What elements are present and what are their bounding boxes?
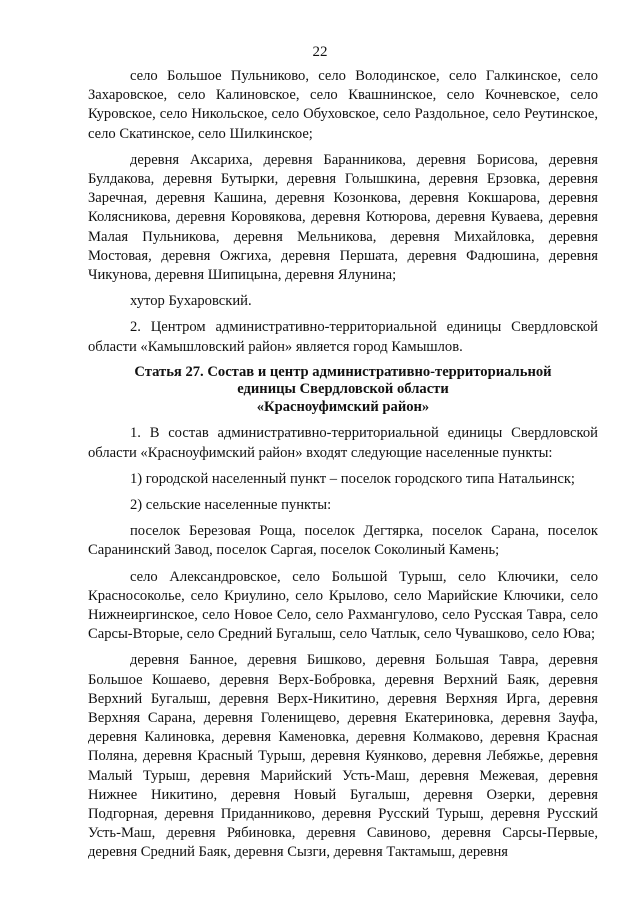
heading-line-1: Статья 27. Состав и центр административно-территориальной xyxy=(134,363,552,380)
paragraph-villages-selo: село Большое Пульниково, село Володинское, село Галкинское, село Захаровское, село Калиновское, село Квашнинское, село Кочневское, село Куровское, село Никольское, село Обуховское, село Раздольное, село Реутинское, село Скатинское, село Шилкинское; xyxy=(88,68,598,142)
paragraph-selo-list: село Александровское, село Большой Турыш, село Ключики, село Красносоколье, село Криулино, село Крылово, село Марийские Ключики, село Нижнеиргинское, село Новое Село, село Рахмангулово, село Русская Тавра, село Сарсы-Вторые, село Средний Бугалыш, село Чатлык, село Чувашково, село Юва; xyxy=(88,568,598,643)
paragraph-composition: 1. В состав административно-территориальной единицы Свердловской области «Красноуфимский район» входят следующие населенные пункты: xyxy=(88,425,598,461)
paragraph-center-kamyshlov: 2. Центром административно-территориальной единицы Свердловской области «Камышловский район» является город Камышлов. xyxy=(88,319,598,355)
heading-line-3: «Красноуфимский район» xyxy=(256,398,430,415)
paragraph-villages-derevnya: деревня Аксариха, деревня Баранникова, деревня Борисова, деревня Булдакова, деревня Бутырки, деревня Голышкина, деревня Ерзовка, деревня Заречная, деревня Кашина, деревня Козонкова, деревня Кокшарова, деревня Колясникова, деревня Коровякова, деревня Котюрова, деревня Куваева, деревня Малая Пульникова, деревня Мельникова, деревня Михайловка, деревня Мостовая, деревня Ожгиха, деревня Першата, деревня Фадюшина, деревня Чикунова, деревня Шипицына, деревня Ялунина; xyxy=(88,151,598,284)
paragraph-derevnya-list: деревня Банное, деревня Бишково, деревня Большая Тавра, деревня Большое Кошаево, деревня Верх-Бобровка, деревня Верхний Баяк, деревня Верхний Бугалыш, деревня Верх-Никитино, деревня Верхняя Ирга, деревня Верхняя Сарана, деревня Голенищево, деревня Екатериновка, деревня Зауфа, деревня Калиновка, деревня Каменовка, деревня Колмаково, деревня Красная Поляна, деревня Красный Турыш, деревня Куянково, деревня Лебяжье, деревня Малый Турыш, деревня Марийский Усть-Маш, деревня Межевая, деревня Нижнее Никитино, деревня Новый Бугалыш, деревня Озерки, деревня Подгорная, деревня Приданниково, деревня Русский Турыш, деревня Русский Усть-Маш, деревня Рябиновка, деревня Савиново, деревня Сарсы-Первые, деревня Средний Баяк, деревня Сызги, деревня Тактамыш, деревня xyxy=(88,652,598,861)
paragraph-poselok-list: поселок Березовая Роща, поселок Дегтярка, поселок Сарана, поселок Саранинский Завод, поселок Саргая, поселок Соколиный Камень; xyxy=(88,523,598,559)
paragraph-rural-settlements: 2) сельские населенные пункты: xyxy=(130,496,332,513)
paragraph-urban-settlement: 1) городской населенный пункт – поселок городского типа Натальинск; xyxy=(130,470,575,487)
document-body xyxy=(88,67,598,870)
heading-line-2: единицы Свердловской области xyxy=(237,381,449,398)
paragraph-khutor: хутор Бухаровский. xyxy=(130,293,252,310)
article-27-heading xyxy=(88,364,598,417)
page-number: 22 xyxy=(312,44,328,60)
